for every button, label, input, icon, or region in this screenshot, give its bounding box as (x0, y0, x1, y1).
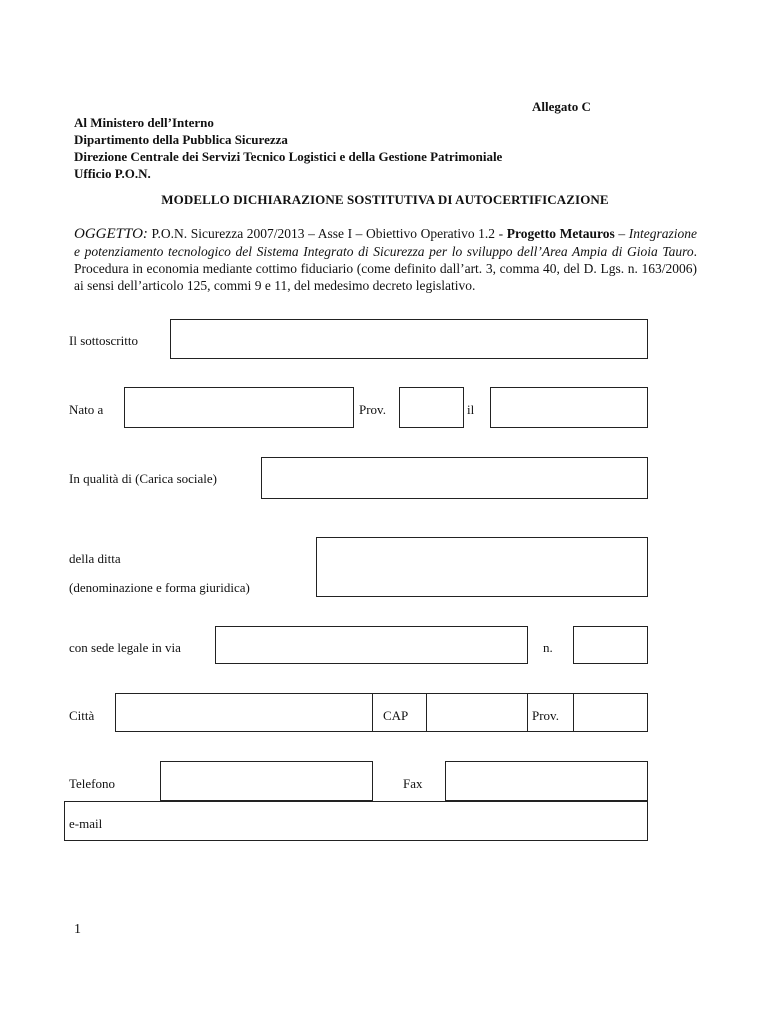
nato-prov-label: Prov. (359, 402, 386, 417)
sottoscritto-field[interactable] (170, 319, 648, 359)
nato-prov-field[interactable] (399, 387, 464, 428)
numero-civico-label: n. (543, 640, 553, 655)
nato-a-label: Nato a (69, 402, 104, 417)
qualita-field[interactable] (261, 457, 648, 499)
cap-field[interactable] (426, 693, 528, 732)
citta-prov-field[interactable] (573, 693, 648, 732)
oggetto-text-1: P.O.N. Sicurezza 2007/2013 – Asse I – Obiettivo Operativo 1.2 - (147, 226, 507, 241)
telefono-field[interactable] (160, 761, 373, 801)
data-nascita-field[interactable] (490, 387, 648, 428)
data-nascita-label: il (467, 402, 475, 417)
telefono-label: Telefono (69, 776, 116, 791)
ditta-field[interactable] (316, 537, 648, 597)
ditta-label: della ditta (69, 551, 121, 566)
oggetto-label: OGGETTO: (74, 226, 148, 242)
address-line-3: Direzione Centrale dei Servizi Tecnico Logistici e della Gestione Patrimoniale (74, 149, 503, 164)
citta-label: Città (69, 708, 95, 723)
sottoscritto-label: Il sottoscritto (69, 333, 138, 348)
oggetto-paragraph (74, 225, 697, 294)
sede-label: con sede legale in via (69, 640, 181, 655)
cap-label-cell (372, 693, 427, 732)
denominazione-label: (denominazione e forma giuridica) (69, 580, 250, 595)
cap-label: CAP (383, 708, 409, 723)
recipient-address (74, 114, 502, 182)
sede-via-field[interactable] (215, 626, 528, 664)
oggetto-text-3: . Procedura in economia mediante cottimo fiduciario (come definito dall’art. 3, comma 40, del D. Lgs. n. 163/2006) ai sensi dell’articolo 125, commi 9 e 11, del medesimo decreto legislativo. (74, 244, 697, 293)
oggetto-project-name: Progetto Metauros (506, 226, 615, 241)
document-title: MODELLO DICHIARAZIONE SOSTITUTIVA DI AUTOCERTIFICAZIONE (161, 192, 609, 207)
nato-a-field[interactable] (124, 387, 354, 428)
address-line-1: Al Ministero dell’Interno (74, 115, 214, 130)
citta-prov-label-cell (527, 693, 574, 732)
fax-field[interactable] (445, 761, 648, 801)
allegato-label: Allegato C (532, 99, 591, 114)
address-line-2: Dipartimento della Pubblica Sicurezza (74, 132, 288, 147)
qualita-label: In qualità di (Carica sociale) (69, 471, 217, 486)
email-field[interactable] (64, 801, 648, 841)
citta-field[interactable] (115, 693, 373, 732)
oggetto-text-2: – (614, 226, 629, 241)
address-line-4: Ufficio P.O.N. (74, 166, 151, 181)
oggetto-project-description: Integrazione e potenziamento tecnologico del Sistema Integrato di Sicurezza per lo sviluppo dell’Area Ampia di Gioia Tauro (74, 226, 698, 259)
numero-civico-field[interactable] (573, 626, 648, 664)
citta-prov-label: Prov. (532, 708, 559, 723)
fax-label: Fax (403, 776, 423, 791)
email-label: e-mail (69, 816, 103, 831)
page-number: 1 (74, 922, 81, 937)
